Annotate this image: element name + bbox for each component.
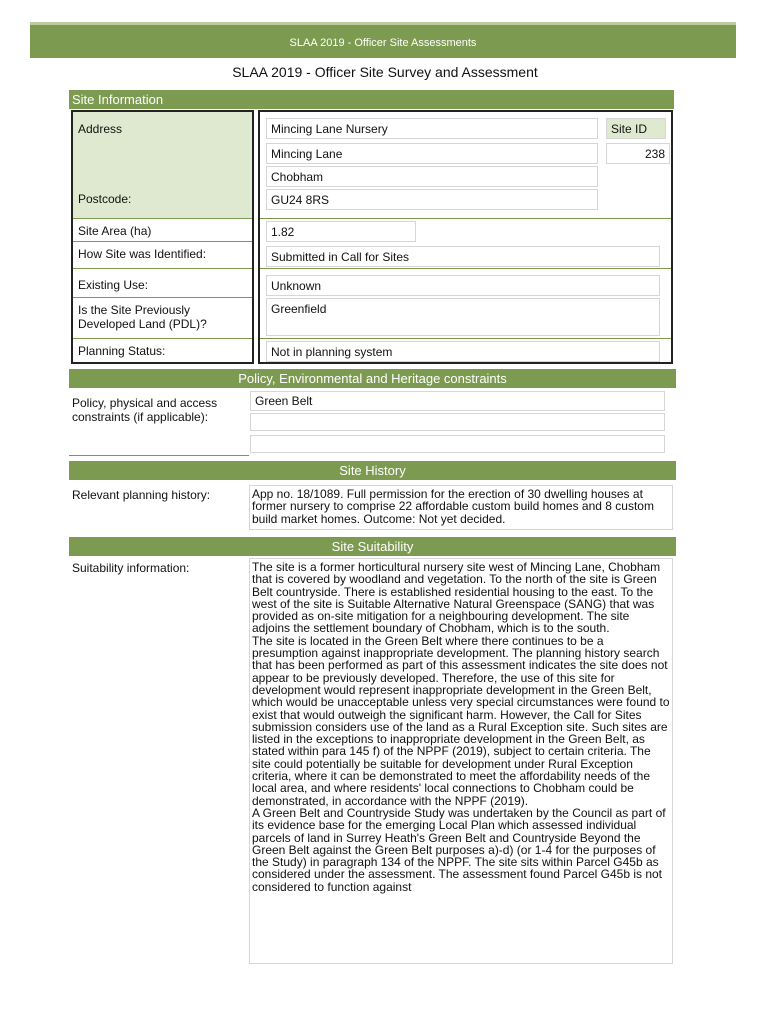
policy-field-3[interactable] xyxy=(250,435,665,453)
divider xyxy=(73,241,252,242)
divider xyxy=(69,455,249,456)
section-heading-site-suitability: Site Suitability xyxy=(69,537,676,556)
divider xyxy=(260,268,671,269)
pdl-label: Is the Site Previously Developed Land (PDL)? xyxy=(78,303,207,331)
page-banner: SLAA 2019 - Officer Site Assessments xyxy=(30,22,736,58)
history-label: Relevant planning history: xyxy=(72,488,211,502)
postcode-label: Postcode: xyxy=(78,192,132,206)
divider xyxy=(260,338,671,339)
identified-field[interactable]: Submitted in Call for Sites xyxy=(266,246,660,267)
site-area-field[interactable]: 1.82 xyxy=(266,221,416,242)
divider xyxy=(73,338,252,339)
site-id-label: Site ID xyxy=(606,118,666,139)
suitability-paragraph: The site is located in the Green Belt where there continues to be a presumption against inappropriate development. The planning history search that has been performed as part of this assessment indicates the site does not appear to be previously developed. Therefore, the use of this site for development would represent inappropriate development in the Green Belt, which would be unacceptable unless very special circumstances were found to exist that would outweigh the significant harm. However, the Call for Sites submission considers use of the land as a Rural Exception site. Such sites are listed in the exceptions to inappropriate development in the Green Belt, as stated within para 145 f) of the NPPF (2019), subject to certain criteria. The site could potentially be suitable for development under Rural Exception criteria, where it can be demonstrated to meet the affordability needs of the local area, and where residents' local connections to Chobham could be demonstrated, in accordance with the NPPF (2019). xyxy=(252,633,670,808)
address-line-1-field[interactable]: Mincing Lane Nursery xyxy=(266,118,598,139)
divider xyxy=(73,297,252,298)
pdl-field[interactable]: Greenfield xyxy=(266,298,660,336)
existing-use-label: Existing Use: xyxy=(78,278,149,292)
divider xyxy=(260,218,671,219)
existing-use-field[interactable]: Unknown xyxy=(266,275,660,296)
page-title: SLAA 2019 - Officer Site Survey and Assessment xyxy=(232,64,538,80)
address-label: Address xyxy=(78,122,123,136)
suitability-paragraph: The site is a former horticultural nursery site west of Mincing Lane, Chobham that is covered by woodland and vegetation. To the north of the site is Green Belt countryside. There is established residential housing to the east. To the west of the site is Suitable Alternative Natural Greenspace (SANG) that was provided as on-site mitigation for a neighbouring development. The site adjoins the settlement boundary of Chobham, which is to the south. xyxy=(252,560,661,636)
site-id-field[interactable]: 238 xyxy=(606,143,670,164)
divider xyxy=(73,218,252,219)
policy-field-1[interactable]: Green Belt xyxy=(250,391,665,411)
identified-label: How Site was Identified: xyxy=(78,247,207,261)
suitability-field[interactable] xyxy=(249,558,673,964)
policy-field-2[interactable] xyxy=(250,413,665,431)
section-heading-site-history: Site History xyxy=(69,461,676,480)
site-info-values-panel xyxy=(258,110,673,364)
address-line-3-field[interactable]: Chobham xyxy=(266,166,598,187)
site-area-label: Site Area (ha) xyxy=(78,224,152,238)
policy-label: Policy, physical and access constraints (if applicable): xyxy=(72,396,218,424)
suitability-label: Suitability information: xyxy=(72,561,190,575)
divider xyxy=(73,268,252,269)
postcode-field[interactable]: GU24 8RS xyxy=(266,189,598,210)
suitability-paragraph: A Green Belt and Countryside Study was undertaken by the Council as part of its evidence base for the emerging Local Plan which assessed individual parcels of land in Surrey Heath's Green Belt and Countryside Beyond the Green Belt against the Green Belt purposes a)-d) (or 1-4 for the purposes of the Study) in paragraph 134 of the NPPF. The site sits within Parcel G45b as considered under the assessment. The assessment found Parcel G45b is not considered to function against xyxy=(252,805,666,894)
section-heading-site-information: Site Information xyxy=(69,90,674,109)
site-info-labels-panel xyxy=(71,110,254,364)
history-field[interactable]: App no. 18/1089. Full permission for the erection of 30 dwelling houses at former nursery to comprise 22 affordable custom build homes and 8 custom build market homes. Outcome: Not yet decided. xyxy=(249,485,673,530)
planning-status-label: Planning Status: xyxy=(78,344,166,358)
section-heading-policy: Policy, Environmental and Heritage constraints xyxy=(69,369,676,388)
address-line-2-field[interactable]: Mincing Lane xyxy=(266,143,598,164)
planning-status-field[interactable]: Not in planning system xyxy=(266,341,660,362)
